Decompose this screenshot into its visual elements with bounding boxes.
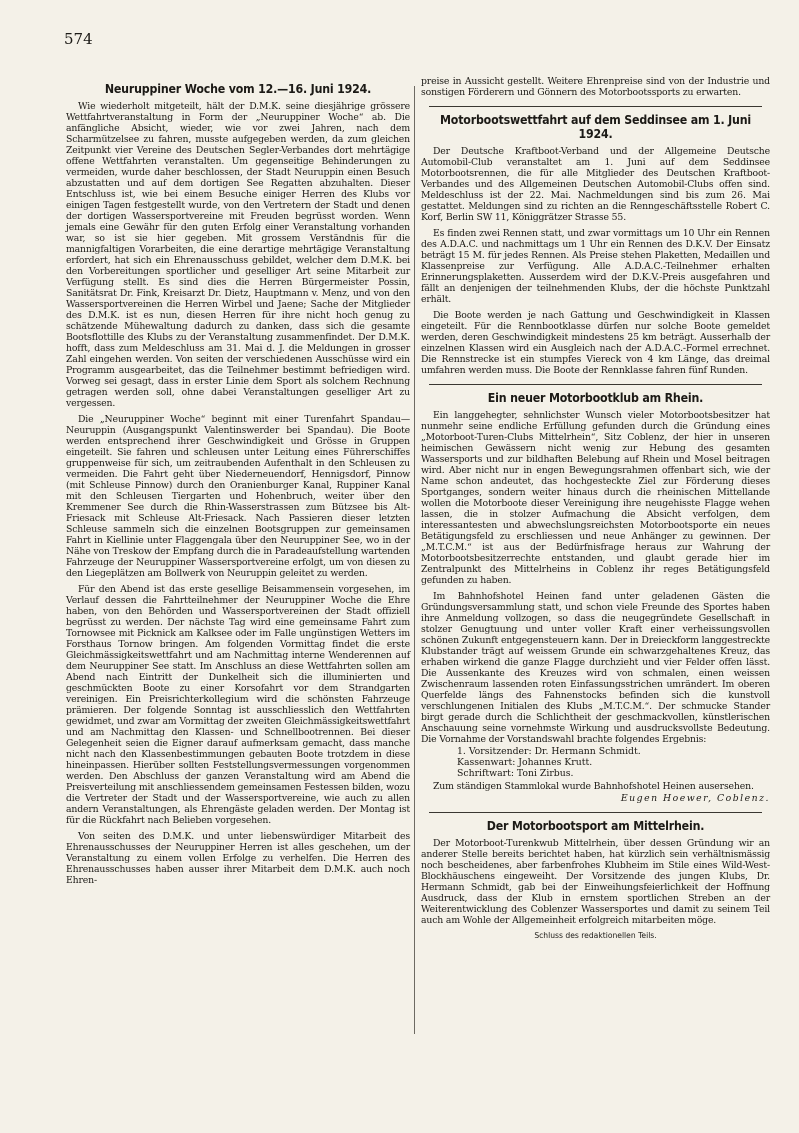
article-title-seddinsee: Motorbootswettfahrt auf dem Seddinsee am 1. Juni 1924. — [440, 113, 751, 141]
board-member: Schriftwart: Toni Zirbus. — [457, 768, 574, 779]
article-paragraph: Für den Abend ist das erste gesellige Beisammensein vorgesehen, im Verlauf dessen die Fahrtteilnehmer der Neuruppiner Woche die Ehre haben, von den Behörden und Wassersportvereinen der Stadt offiziell begrüsst zu werden. Der nächste Tag wird eine gemeinsame Fahrt zum Tornowsee mit Picknick am Kalksee oder im Falle ungünstigen Wetters im Forsthaus Tornow bringen. Am folgenden Vormittag findet die erste Gleichmässigkeitswettfahrt und am Nachmittag interne Wenderennen auf dem Neuruppiner See statt. Im Anschluss an diese Wettfahrten sollen am Abend nach Eintritt der Dunkelheit sich die illuminierten und geschmückten Boote zu einer Korsofahrt vor dem Strandgarten vereinigen. Ein Preisrichterkollegium wird die schönsten Fahrzeuge prämieren. Der folgende Sonntag ist ausschliesslich den Wettfahrten gewidmet, und zwar am Vormittag der zweiten Gleichmässigkeitswettfahrt und am Nachmittag den Klassen- und Schnellbootrennen. Bei dieser Gelegenheit seien die Eigner darauf aufmerksam gemacht, dass manche nicht nach den Klassenbestimmungen gebauten Boote trotzdem in diese hineinpassen. Hierüber sollten Feststellungsvermessungen vorgenommen werden. Den Abschluss der ganzen Veranstaltung wird am Abend die Preisverteilung mit anschliessendem gemeinsamen Festessen bilden, wozu die Vertreter der Stadt und der Wassersportvereine, wie auch zu allen andern Veranstaltungen, als Ehrengäste geladen werden. Der Montag ist für die Rückfahrt nach Belieben vorgesehen. — [66, 584, 410, 826]
author-signature — [421, 793, 770, 804]
article-paragraph: Von seiten des D.M.K. und unter liebenswürdiger Mitarbeit des Ehrenausschusses der Neuruppiner Herren ist alles geschehen, um der Veranstaltung zu einem vollen Erfolge zu verhelfen. Die Herren des Ehrenausschusses haben ausser ihrer Mitarbeit dem D.M.K. auch noch Ehren- — [66, 831, 410, 886]
column-divider — [414, 86, 415, 1034]
end-of-editorial-note: Schluss des redaktionellen Teils. — [534, 931, 657, 940]
article-paragraph: Der Motorboot-Turenkwub Mittelrhein, über dessen Gründung wir an anderer Stelle bereits berichtet haben, hat kürzlich sein verhältnismässig noch bescheidenes, aber farbenfrohes Klubheim im Stile eines Wild-West-Blockhäuschens eingeweiht. Der Vorsitzende des jungen Klubs, Dr. Hermann Schmidt, gab bei der Einweihungsfeierlichkeit der Hoffnung Ausdruck, dass der Klub in ernstem sportlichen Streben an der Weiterentwicklung des Coblenzer Wassersportes und damit zu seinem Teil auch am Wohle der Allgemeinheit erfolgreich mitarbeiten möge. — [421, 838, 770, 926]
section-divider — [429, 106, 762, 107]
left-column — [66, 76, 410, 891]
article-paragraph: Wie wiederholt mitgeteilt, hält der D.M.K. seine diesjährige grössere Wettfahrtveranstaltung in Form der „Neuruppiner Woche“ ab. Die anfängliche Absicht, wieder, wie vor zwei Jahren, nach dem Scharmützelsee zu fahren, musste aufgegeben werden, da zum gleichen Zeitpunkt vier Vereine des Deutschen Segler-Verbandes dort mehrtägige offene Wettfahrten veranstalten. Um gegenseitige Behinderungen zu vermeiden, wurde daher beschlossen, der Stadt Neuruppin einen Besuch abzustatten und auf dem dortigen See Regatten abzuhalten. Dieser Entschluss ist, wie bei einem Besuche einiger Herren des Klubs vor einigen Tagen festgestellt wurde, von den Vertretern der Stadt und denen der dortigen Wassersportvereine mit Freuden begrüsst worden. Wenn jemals eine Gewähr für den guten Erfolg einer Veranstaltung vorhanden war, so ist sie hier gegeben. Mit grossem Verständnis für die mannigfaltigen Vorarbeiten, die eine derartige mehrtägige Veranstaltung erfordert, hat sich ein Ehrenausschuss gebildet, welcher dem D.M.K. bei den Vorbereitungen sportlicher und geselliger Art seine Mitarbeit zur Verfügung stellt. Es sind dies die Herren Bürgermeister Possin, Sanitätsrat Dr. Fink, Kreisarzt Dr. Dietz, Hauptmann v. Menz, und von den Wassersportvereinen die Herren Wirbel und Jaene; Sache der Mitglieder des D.M.K. ist es nun, diesen Herren für ihre nicht hoch genug zu schätzende Mühewaltung dadurch zu danken, dass sich die gesamte Bootsflottille des Klubs zu der Veranstaltung zusammenfindet. Der D.M.K. hofft, dass zum Meldeschluss am 31. Mai d. J. die Meldungen in grosser Zahl eingehen werden. Von seiten der verschiedenen Ausschüsse wird ein Programm ausgearbeitet, das die Teilnehmer bestimmt befriedigen wird. Vorweg sei gesagt, dass in erster Linie dem Sport als solchem Rechnung getragen werden soll, ohne dabei Veranstaltungen geselliger Art zu vergessen. — [66, 101, 410, 409]
article-paragraph: Die Boote werden je nach Gattung und Geschwindigkeit in Klassen eingeteilt. Für die Rennbootklasse dürfen nur solche Boote gemeldet werden, deren Geschwindigkeit mindestens 25 km beträgt. Ausserhalb der einzelnen Klassen wird ein Ausgleich nach der A.D.A.C.-Formel errechnet. Die Rennstrecke ist ein stumpfes Viereck von 4 km Länge, das dreimal umfahren werden muss. Die Boote der Rennklasse fahren fünf Runden. — [421, 310, 770, 376]
section-divider — [429, 384, 762, 385]
article-paragraph: Im Bahnhofshotel Heinen fand unter geladenen Gästen die Gründungsversammlung statt, und schon viele Freunde des Sportes haben ihre Anmeldung vollzogen, so dass die neugegründete Gesellschaft in stolzer Genugtuung und unter voller Kraft einer verheissungsvollen schönen Zukunft entgegensteuern kann. Der in Dreieckform langgestreckte Klubstander trägt auf weissem Grunde ein schwarzgehaltenes Kreuz, das erhaben wirkend die ganze Flagge durchzieht und vier Felder offen lässt. Die Aussenkante des Kreuzes wird von schmalen, einen weissen Zwischenraum lassenden roten Einfassungsstrichen umrändert. Im oberen Querfelde längs des Fahnenstocks befinden sich die kunstvoll verschlungenen Initialen des Klubs „M.T.C.M.“. Der schmucke Stander birgt gerade durch die Schlichtheit der geschmackvollen, künstlerischen Anschauung seine vornehmste Wirkung und ausdrucksvollste Bedeutung. Die Vornahme der Vorstandswahl brachte folgendes Ergebnis: — [421, 591, 770, 745]
article-continuation: preise in Aussicht gestellt. Weitere Ehrenpreise sind von der Industrie und sonstigen Förderern und Gönnern des Motorbootssports zu erwarten. — [421, 76, 770, 98]
article-title-motorbootsport-mittelrhein: Der Motorbootsport am Mittelrhein. — [486, 819, 705, 833]
board-member: Kassenwart: Johannes Krutt. — [457, 757, 593, 768]
right-column — [421, 76, 770, 940]
page-number: 574 — [64, 30, 93, 48]
article-title-neuruppiner-woche: Neuruppiner Woche vom 12.—16. Juni 1924. — [104, 82, 372, 96]
article-paragraph: Es finden zwei Rennen statt, und zwar vormittags um 10 Uhr ein Rennen des A.D.A.C. und nachmittags um 1 Uhr ein Rennen des D.K.V. Der Einsatz beträgt 15 M. für jedes Rennen. Als Preise stehen Plaketten, Medaillen und Klassenpreise zur Verfügung. Alle A.D.A.C.-Teilnehmer erhalten Erinnerungsplaketten. Ausserdem wird der D.K.V.-Preis ausgefahren und fällt an denjenigen der teilnehmenden Klubs, der die höchste Punktzahl erhält. — [421, 228, 770, 305]
board-list — [457, 746, 770, 779]
article-paragraph: Ein langgehegter, sehnlichster Wunsch vieler Motorbootsbesitzer hat nunmehr seine endliche Erfüllung gefunden durch die Gründung eines „Motorboot-Turen-Clubs Mittelrhein“, Sitz Coblenz, der hier in unseren heimischen Gewässern nicht wenig zur Hebung des gesamten Wassersports und zur bildhaften Belebung auf Rhein und Mosel beitragen wird. Aber nicht nur in engen Bewegungsrahmen offenbart sich, wie der Name schon andeutet, das hochgesteckte Ziel zur Förderung dieses Sportganges, sondern weiter hinaus durch die rheinischen Mittellande wollen die Motorboote dieser Vereinigung ihre neugehisste Flagge wehen lassen, die in stolzer Aufmachung die Absicht verfolgen, dem interessantesten und abwechslungsreichsten Motorbootsporte ein neues Betätigungsfeld zu erschliessen und neue Anhänger zu gewinnen. Der „M.T.C.M.“ ist aus der Bedürfnisfrage heraus zur Wahrung der Motorbootsbesitzerrechte entstanden, und glaubt gerade hier im Zentralpunkt des Mittelrheins in Coblenz ihr reges Betätigungsfeld gefunden zu haben. — [421, 410, 770, 586]
article-title-motorbootklub-rhein: Ein neuer Motorbootklub am Rhein. — [487, 391, 704, 405]
article-paragraph: Die „Neuruppiner Woche“ beginnt mit einer Turenfahrt Spandau—Neuruppin (Ausgangspunkt Valentinswerder bei Spandau). Die Boote werden entsprechend ihrer Geschwindigkeit und Grösse in Gruppen eingeteilt. Sie fahren und schleusen unter Leitung eines Führerschiffes gruppenweise für sich, um zeitraubenden Aufenthalt in den Schleusen zu vermeiden. Die Fahrt geht über Niederneuendorf, Hennigsdorf, Pinnow (mit Schleuse Pinnow) durch den Oranienburger Kanal, Ruppiner Kanal mit den Schleusen Tiergarten und Hohenbruch, weiter über den Kremmener See durch die Rhin-Wasserstrassen zum Bützsee bis Alt-Friesack mit Schleuse Alt-Friesack. Nach Passieren dieser letzten Schleuse sammeln sich die einzelnen Bootsgruppen zur gemeinsamen Fahrt in Kiellinie unter Flaggengala über den Neuruppiner See, wo in der Nähe von Treskow der Empfang durch die in Paradeaufstellung wartenden Fahrzeuge der Neuruppiner Wassersportvereine erfolgt, um von diesen zu den Liegeplätzen am Bollwerk von Neuruppin geleitet zu werden. — [66, 414, 410, 579]
article-paragraph: Der Deutsche Kraftboot-Verband und der Allgemeine Deutsche Automobil-Club veranstaltet am 1. Juni auf dem Seddinsee Motorbootsrennen, die für alle Mitglieder des Deutschen Kraftboot-Verbandes und des Allgemeinen Deutschen Automobil-Clubs offen sind. Meldeschluss ist der 22. Mai. Nachmeldungen sind bis zum 26. Mai gestattet. Meldungen sind zu richten an die Renngeschäftsstelle Robert C. Korf, Berlin SW 11, Königgrätzer Strasse 55. — [421, 146, 770, 223]
article-paragraph: Zum ständigen Stammlokal wurde Bahnhofshotel Heinen ausersehen. — [433, 781, 754, 792]
author-name: Eugen Hoewer, Coblenz. — [620, 793, 770, 804]
section-divider — [429, 812, 762, 813]
board-member: 1. Vorsitzender: Dr. Hermann Schmidt. — [457, 746, 641, 757]
